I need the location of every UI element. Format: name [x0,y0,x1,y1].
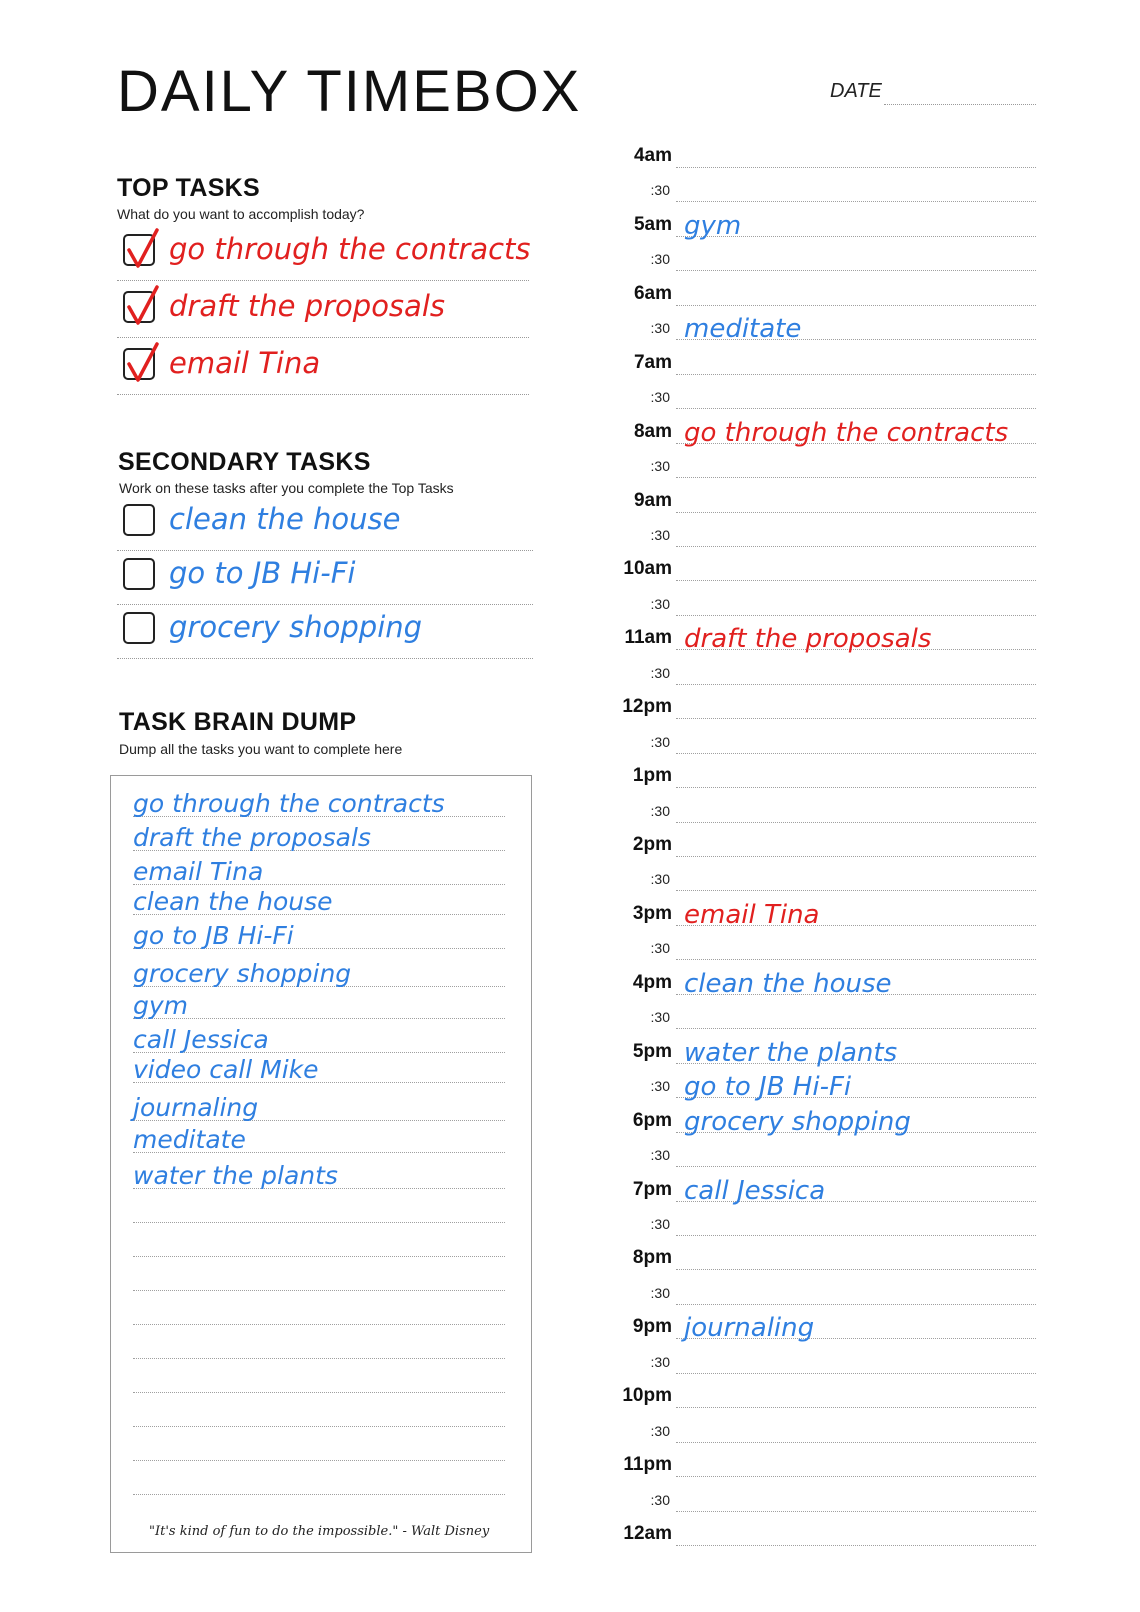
time-slot[interactable] [614,588,1036,620]
brain-dump-line[interactable] [133,988,505,1019]
slot-line [676,684,1036,685]
slot-line [676,1304,1036,1305]
brain-dump-line[interactable] [133,854,505,885]
time-slot[interactable] [614,932,1036,964]
schedule-entry: journaling [684,1313,815,1344]
time-slot[interactable] [614,1174,1036,1206]
slot-line [676,1373,1036,1374]
slot-line [676,753,1036,754]
time-slot[interactable] [614,1036,1036,1068]
time-slot[interactable] [614,1277,1036,1309]
brain-dump-item: grocery shopping [133,959,352,988]
task-text: grocery shopping [169,610,423,644]
slot-line [676,718,1036,719]
time-label: :30 [650,940,670,957]
time-label: :30 [650,1284,670,1301]
brain-dump-line[interactable] [133,1052,505,1083]
time-slot[interactable] [614,1139,1036,1171]
brain-dump-line[interactable] [133,956,505,987]
time-slot[interactable] [614,416,1036,448]
secondary-tasks-subtitle: Work on these tasks after you complete the Top Tasks [119,480,454,496]
time-slot[interactable] [614,1484,1036,1516]
brain-dump-line[interactable] [133,1362,505,1393]
time-label: :30 [650,1147,670,1164]
slot-line [676,1235,1036,1236]
brain-dump-item: clean the house [133,887,333,916]
slot-line [676,615,1036,616]
task-checkbox[interactable] [123,234,155,266]
task-checkbox[interactable] [123,504,155,536]
time-slot[interactable] [614,174,1036,206]
time-slot[interactable] [614,691,1036,723]
time-label: 9am [633,489,672,511]
time-slot[interactable] [614,1415,1036,1447]
slot-line [676,1407,1036,1408]
time-slot[interactable] [614,622,1036,654]
slot-line [676,305,1036,306]
schedule-entry: meditate [684,314,802,345]
time-label: :30 [650,320,670,337]
time-slot[interactable] [614,726,1036,758]
slot-line [676,822,1036,823]
top-tasks-row [117,283,529,338]
time-slot[interactable] [614,657,1036,689]
brain-dump-item: call Jessica [133,1025,269,1054]
time-slot[interactable] [614,1518,1036,1550]
time-slot[interactable] [614,553,1036,585]
time-label: 7am [633,351,672,373]
time-label: 12am [623,1523,672,1544]
top-tasks-row [117,226,529,281]
time-slot[interactable] [614,863,1036,895]
brain-dump-line[interactable] [133,1430,505,1461]
time-slot[interactable] [614,1208,1036,1240]
slot-line [676,512,1036,513]
page-title: DAILY TIMEBOX [117,59,582,124]
time-label: 1pm [632,765,672,787]
slot-line [676,1028,1036,1029]
time-label: 5am [633,213,672,235]
secondary-tasks-row [117,496,533,551]
time-slot[interactable] [614,1380,1036,1412]
time-label: :30 [650,251,670,268]
time-slot[interactable] [614,1070,1036,1102]
schedule-entry: clean the house [684,968,892,999]
time-slot[interactable] [614,1311,1036,1343]
task-checkbox[interactable] [123,612,155,644]
brain-dump-heading: TASK BRAIN DUMP [119,708,357,736]
time-slot[interactable] [614,1105,1036,1137]
brain-dump-line[interactable] [133,1122,505,1153]
brain-dump-subtitle: Dump all the tasks you want to complete here [119,741,403,757]
time-label: :30 [650,1353,670,1370]
task-checkbox[interactable] [123,348,155,380]
time-slot[interactable] [614,209,1036,241]
time-label: 8pm [632,1247,672,1269]
brain-dump-item: journaling [133,1093,259,1122]
brain-dump-line[interactable] [133,1396,505,1427]
time-slot[interactable] [614,795,1036,827]
time-label: :30 [650,733,670,750]
time-label: 12pm [622,696,672,718]
time-label: 4am [633,145,672,166]
time-slot[interactable] [614,760,1036,792]
schedule-entry: grocery shopping [684,1106,911,1137]
time-slot[interactable] [614,1449,1036,1481]
slot-line [676,374,1036,375]
brain-dump-line[interactable] [133,1090,505,1121]
brain-dump-item: go through the contracts [133,789,445,818]
slot-line [676,580,1036,581]
brain-dump-box [110,775,532,1553]
time-label: :30 [650,871,670,888]
slot-line [676,167,1036,168]
schedule-entry: email Tina [684,899,820,930]
time-slot[interactable] [614,519,1036,551]
checkmark-icon [123,340,163,386]
time-label: :30 [650,1422,670,1439]
brain-dump-line[interactable] [133,1192,505,1223]
task-text: go through the contracts [169,232,531,266]
quote: "It's kind of fun to do the impossible." - Walt Disney [149,1524,490,1539]
brain-dump-line[interactable] [133,1022,505,1053]
time-slot[interactable] [614,898,1036,930]
slot-line [676,477,1036,478]
time-slot[interactable] [614,1001,1036,1033]
time-label: :30 [650,1215,670,1232]
time-slot[interactable] [614,381,1036,413]
time-label: 4pm [632,971,672,993]
time-label: 6pm [632,1109,672,1131]
time-label: 7pm [632,1178,672,1200]
brain-dump-item: draft the proposals [133,823,371,852]
time-slot[interactable] [614,347,1036,379]
brain-dump-item: video call Mike [133,1055,319,1084]
schedule-entry: water the plants [684,1037,898,1068]
time-label: 2pm [632,834,672,855]
time-label: 11am [624,627,672,649]
schedule-entry: go to JB Hi-Fi [684,1072,852,1103]
slot-line [676,1442,1036,1443]
task-checkbox[interactable] [123,291,155,323]
task-text: go to JB Hi-Fi [169,556,356,590]
slot-line [676,201,1036,202]
brain-dump-line[interactable] [133,1328,505,1359]
time-slot[interactable] [614,140,1036,172]
time-label: :30 [650,1491,670,1508]
date-label: DATE [830,80,882,102]
time-slot[interactable] [614,278,1036,310]
slot-line [676,1166,1036,1167]
time-label: :30 [650,182,670,199]
brain-dump-item: go to JB Hi-Fi [133,921,294,950]
checkmark-icon [123,283,163,329]
slot-line [676,1511,1036,1512]
top-tasks-row [117,340,529,395]
schedule-entry: draft the proposals [684,624,932,655]
time-label: :30 [650,526,670,543]
brain-dump-item: water the plants [133,1161,338,1190]
slot-line [676,787,1036,788]
time-label: 9pm [632,1316,672,1338]
brain-dump-line[interactable] [133,1464,505,1495]
time-label: 3pm [632,902,672,924]
date-field[interactable] [884,104,1036,105]
time-label: :30 [650,595,670,612]
slot-line [676,270,1036,271]
task-text: clean the house [169,502,401,536]
secondary-tasks-row [117,550,533,605]
time-slot[interactable] [614,829,1036,861]
slot-line [676,1476,1036,1477]
time-slot[interactable] [614,312,1036,344]
time-slot[interactable] [614,1346,1036,1378]
brain-dump-line[interactable] [133,1294,505,1325]
brain-dump-item: meditate [133,1125,246,1154]
time-label: 10pm [622,1385,672,1407]
time-label: :30 [650,458,670,475]
slot-line [676,1545,1036,1546]
brain-dump-line[interactable] [133,1260,505,1291]
brain-dump-line[interactable] [133,786,505,817]
schedule-entry: call Jessica [684,1175,826,1206]
brain-dump-line[interactable] [133,820,505,851]
time-label: :30 [650,389,670,406]
slot-line [676,890,1036,891]
brain-dump-item: gym [133,991,189,1020]
brain-dump-line[interactable] [133,918,505,949]
slot-line [676,408,1036,409]
slot-line [676,1269,1036,1270]
brain-dump-line[interactable] [133,1226,505,1257]
time-slot[interactable] [614,450,1036,482]
time-label: 6am [633,282,672,304]
task-text: email Tina [169,346,321,380]
task-text: draft the proposals [169,289,445,323]
secondary-tasks-row [117,604,533,659]
brain-dump-line[interactable] [133,1158,505,1189]
time-slot[interactable] [614,485,1036,517]
time-label: 8am [633,420,672,442]
time-label: :30 [650,802,670,819]
time-label: :30 [650,1009,670,1026]
brain-dump-item: email Tina [133,857,264,886]
time-label: 10am [623,558,672,580]
schedule-entry: go through the contracts [684,417,1009,448]
task-checkbox[interactable] [123,558,155,590]
time-label: :30 [650,664,670,681]
checkmark-icon [123,226,163,272]
top-tasks-subtitle: What do you want to accomplish today? [117,206,365,222]
secondary-tasks-heading: SECONDARY TASKS [118,448,371,476]
slot-line [676,546,1036,547]
top-tasks-heading: TOP TASKS [117,174,261,202]
slot-line [676,856,1036,857]
schedule-entry: gym [684,210,742,241]
brain-dump-line[interactable] [133,884,505,915]
time-slot[interactable] [614,967,1036,999]
time-slot[interactable] [614,243,1036,275]
time-slot[interactable] [614,1242,1036,1274]
time-label: 5pm [632,1040,672,1062]
time-label: :30 [650,1078,670,1095]
time-label: 11pm [623,1454,672,1476]
slot-line [676,959,1036,960]
